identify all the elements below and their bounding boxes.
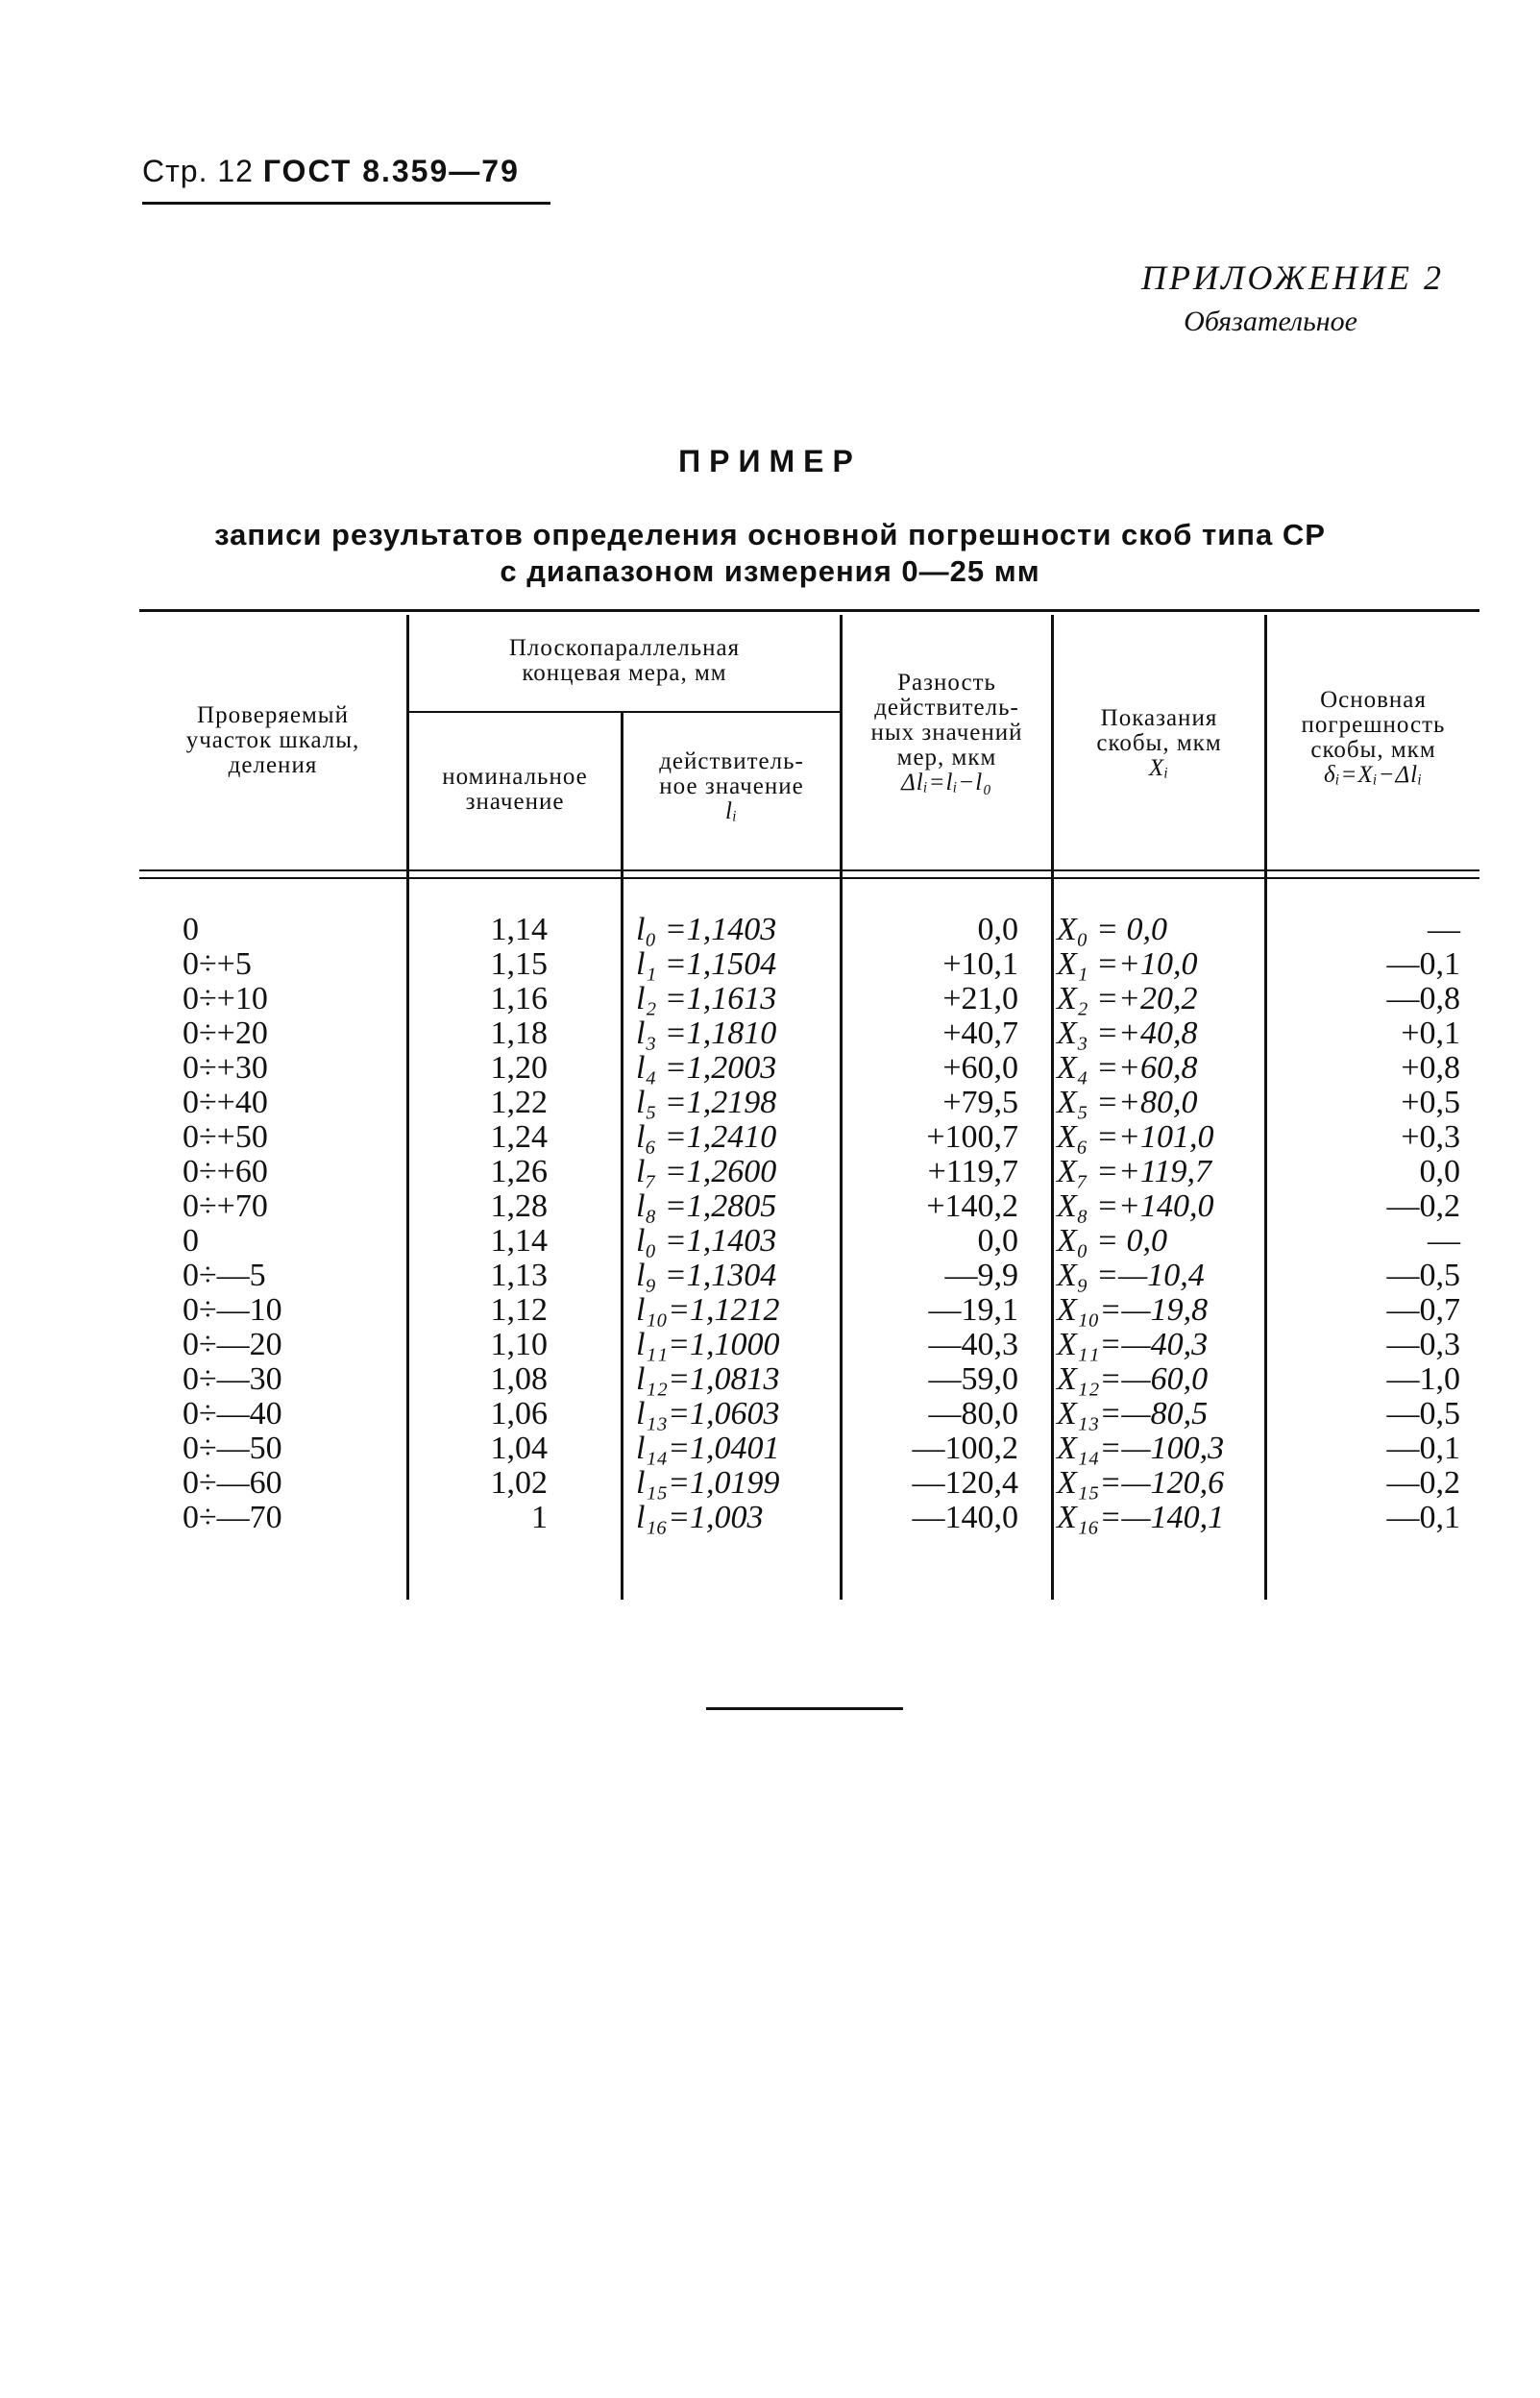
table-cell-difference: —140,0 xyxy=(912,1500,1018,1535)
table-cell-nominal: 1,28 xyxy=(490,1188,548,1224)
table-cell-actual: l₁₂=1,0813 xyxy=(636,1361,780,1397)
table-cell-actual: l₁ =1,1504 xyxy=(636,946,777,982)
appendix-status: Обязательное xyxy=(1184,306,1357,337)
table-cell-error: —0,5 xyxy=(1386,1396,1460,1431)
table-cell-error: +0,3 xyxy=(1401,1119,1460,1155)
table-cell-actual: l₁₅=1,0199 xyxy=(636,1465,780,1501)
column-nominal xyxy=(423,913,548,1535)
table-cell-error: — xyxy=(1428,1223,1460,1259)
table-cell-section: 0÷+5 xyxy=(183,946,252,982)
table-cell-reading: X₉ =—10,4 xyxy=(1057,1258,1205,1293)
table-cell-nominal: 1,26 xyxy=(490,1154,548,1189)
table-cell-section: 0÷+40 xyxy=(183,1085,268,1120)
table-cell-reading: X₄ =+60,8 xyxy=(1057,1050,1198,1086)
table-cell-difference: +79,5 xyxy=(942,1085,1018,1120)
table-cell-difference: +21,0 xyxy=(942,981,1018,1016)
column-reading xyxy=(1057,913,1268,1535)
table-cell-section: 0÷+10 xyxy=(183,981,268,1016)
subtitle-line-1: записи результатов определения основной погрешности скоб типа СР xyxy=(214,518,1326,551)
table-cell-reading: X₁₄=—100,3 xyxy=(1057,1431,1225,1466)
table-cell-difference: +119,7 xyxy=(927,1154,1018,1189)
table-cell-error: —0,5 xyxy=(1386,1258,1460,1293)
table-cell-error: +0,8 xyxy=(1401,1050,1460,1086)
table-cell-section: 0 xyxy=(183,1223,199,1259)
table-cell-nominal: 1,22 xyxy=(490,1085,548,1120)
table-cell-actual: l₂ =1,1613 xyxy=(636,981,777,1016)
column-divider xyxy=(406,615,409,1600)
table-cell-reading: X₁ =+10,0 xyxy=(1057,946,1198,982)
table-cell-nominal: 1,18 xyxy=(490,1015,548,1051)
table-cell-section: 0÷—20 xyxy=(183,1327,282,1362)
column-difference xyxy=(855,913,1018,1535)
header-error: Основная погрешность скобы, мкм δᵢ=Xᵢ−Δlᵢ xyxy=(1301,687,1446,788)
table-cell-error: —0,2 xyxy=(1386,1465,1460,1501)
header-bottom-rule-2 xyxy=(139,877,1479,879)
table-cell-section: 0÷—10 xyxy=(183,1292,282,1328)
table-cell-difference: +140,2 xyxy=(926,1188,1018,1224)
table-cell-nominal: 1,12 xyxy=(490,1292,548,1328)
table-cell-actual: l₆ =1,2410 xyxy=(636,1119,777,1155)
table-cell-actual: l₅ =1,2198 xyxy=(636,1085,777,1120)
header-actual: действитель- ное значение lᵢ xyxy=(659,748,804,824)
table-cell-error: —1,0 xyxy=(1386,1361,1460,1397)
table-cell-section: 0÷—50 xyxy=(183,1431,282,1466)
table-cell-error: —0,7 xyxy=(1386,1292,1460,1328)
table-cell-nominal: 1,04 xyxy=(490,1431,548,1466)
table-cell-difference: +10,1 xyxy=(942,946,1018,982)
table-cell-error: — xyxy=(1428,912,1460,947)
table-cell-reading: X₁₆=—140,1 xyxy=(1057,1500,1225,1535)
table-cell-error: —0,1 xyxy=(1386,1431,1460,1466)
document-subtitle xyxy=(0,517,1540,590)
column-error xyxy=(1287,913,1460,1535)
table-cell-section: 0÷—60 xyxy=(183,1465,282,1501)
table-cell-error: —0,1 xyxy=(1386,1500,1460,1535)
table-cell-actual: l₀ =1,1403 xyxy=(636,912,777,947)
table-cell-reading: X₀ = 0,0 xyxy=(1057,912,1168,947)
table-cell-section: 0 xyxy=(183,912,199,947)
table-cell-nominal: 1,16 xyxy=(490,981,548,1016)
table-cell-section: 0÷—30 xyxy=(183,1361,282,1397)
table-cell-difference: —120,4 xyxy=(912,1465,1018,1501)
table-cell-error: 0,0 xyxy=(1419,1154,1460,1189)
table-cell-section: 0÷—40 xyxy=(183,1396,282,1431)
table-cell-reading: X₈ =+140,0 xyxy=(1057,1188,1214,1224)
table-cell-section: 0÷+70 xyxy=(183,1188,268,1224)
header-rule xyxy=(142,202,550,205)
table-cell-difference: —100,2 xyxy=(912,1431,1018,1466)
table-cell-reading: X₀ = 0,0 xyxy=(1057,1223,1168,1259)
table-cell-actual: l₀ =1,1403 xyxy=(636,1223,777,1259)
table-cell-reading: X₅ =+80,0 xyxy=(1057,1085,1198,1120)
table-cell-actual: l₉ =1,1304 xyxy=(636,1258,777,1293)
document-title: ПРИМЕР xyxy=(678,444,862,478)
table-cell-difference: —19,1 xyxy=(928,1292,1018,1328)
column-actual xyxy=(636,913,828,1535)
header-difference: Разность действитель- ных значений мер, мкм Δlᵢ=lᵢ−l₀ xyxy=(870,670,1023,795)
standard-number: ГОСТ 8.359—79 xyxy=(262,154,520,188)
table-cell-nominal: 1,20 xyxy=(490,1050,548,1086)
table-cell-section: 0÷—5 xyxy=(183,1258,266,1293)
table-cell-actual: l₁₁=1,1000 xyxy=(636,1327,780,1362)
table-cell-difference: —59,0 xyxy=(928,1361,1018,1397)
table-cell-error: +0,5 xyxy=(1401,1085,1460,1120)
table-cell-actual: l₇ =1,2600 xyxy=(636,1154,777,1189)
table-cell-nominal: 1,06 xyxy=(490,1396,548,1431)
table-cell-actual: l₃ =1,1810 xyxy=(636,1015,777,1051)
table-cell-reading: X₁₃=—80,5 xyxy=(1057,1396,1209,1431)
table-cell-actual: l₁₆=1,003 xyxy=(636,1500,764,1535)
table-cell-nominal: 1,14 xyxy=(490,1223,548,1259)
table-cell-reading: X₆ =+101,0 xyxy=(1057,1119,1214,1155)
subtitle-line-2: с диапазоном измерения 0—25 мм xyxy=(500,554,1040,588)
header-section: Проверяемый участок шкалы, деления xyxy=(185,702,360,778)
table-cell-nominal: 1,14 xyxy=(490,912,548,947)
table-cell-nominal: 1,15 xyxy=(490,946,548,982)
table-cell-difference: 0,0 xyxy=(977,912,1018,947)
table-cell-difference: +100,7 xyxy=(926,1119,1018,1155)
table-cell-section: 0÷—70 xyxy=(183,1500,282,1535)
table-cell-actual: l₁₀=1,1212 xyxy=(636,1292,780,1328)
table-cell-section: 0÷+30 xyxy=(183,1050,268,1086)
table-cell-reading: X₁₂=—60,0 xyxy=(1057,1361,1209,1397)
table-cell-error: —0,1 xyxy=(1386,946,1460,982)
table-cell-error: —0,2 xyxy=(1386,1188,1460,1224)
table-cell-difference: —80,0 xyxy=(928,1396,1018,1431)
header-reading: Показания скобы, мкм Xᵢ xyxy=(1096,705,1222,781)
table-cell-actual: l₁₄=1,0401 xyxy=(636,1431,780,1466)
table-cell-actual: l₁₃=1,0603 xyxy=(636,1396,780,1431)
table-cell-section: 0÷+50 xyxy=(183,1119,268,1155)
table-cell-reading: X₁₅=—120,6 xyxy=(1057,1465,1225,1501)
table-top-rule xyxy=(139,609,1479,612)
table-cell-reading: X₃ =+40,8 xyxy=(1057,1015,1198,1051)
header-nominal: номинальное значение xyxy=(442,764,588,815)
table-cell-error: —0,8 xyxy=(1386,981,1460,1016)
table-cell-actual: l₈ =1,2805 xyxy=(636,1188,777,1224)
appendix-title: ПРИЛОЖЕНИЕ 2 xyxy=(1141,258,1444,297)
end-rule xyxy=(706,1707,903,1710)
group-header-rule xyxy=(407,711,843,713)
table-cell-reading: X₂ =+20,2 xyxy=(1057,981,1198,1016)
table-cell-difference: —40,3 xyxy=(928,1327,1018,1362)
table-cell-section: 0÷+60 xyxy=(183,1154,268,1189)
page-label: Стр. 12 xyxy=(142,154,254,188)
table-cell-nominal: 1,08 xyxy=(490,1361,548,1397)
table-cell-error: +0,1 xyxy=(1401,1015,1460,1051)
column-divider xyxy=(621,713,623,1600)
header-gauge-group: Плоскопараллельная концевая мера, мм xyxy=(508,635,741,686)
table-cell-nominal: 1,10 xyxy=(490,1327,548,1362)
table-cell-reading: X₁₀=—19,8 xyxy=(1057,1292,1209,1328)
table-cell-difference: +60,0 xyxy=(942,1050,1018,1086)
table-cell-difference: 0,0 xyxy=(977,1223,1018,1259)
table-cell-difference: —9,9 xyxy=(944,1258,1018,1293)
page-header xyxy=(142,154,520,189)
table-cell-error: —0,3 xyxy=(1386,1327,1460,1362)
table-cell-difference: +40,7 xyxy=(942,1015,1018,1051)
table-cell-nominal: 1,02 xyxy=(490,1465,548,1501)
table-cell-reading: X₁₁=—40,3 xyxy=(1057,1327,1209,1362)
table-cell-reading: X₇ =+119,7 xyxy=(1057,1154,1211,1189)
column-section xyxy=(183,913,282,1535)
table-cell-nominal: 1,24 xyxy=(490,1119,548,1155)
table-cell-nominal: 1 xyxy=(531,1500,548,1535)
header-bottom-rule-1 xyxy=(139,869,1479,871)
table-cell-nominal: 1,13 xyxy=(490,1258,548,1293)
table-cell-section: 0÷+20 xyxy=(183,1015,268,1051)
table-cell-actual: l₄ =1,2003 xyxy=(636,1050,777,1086)
